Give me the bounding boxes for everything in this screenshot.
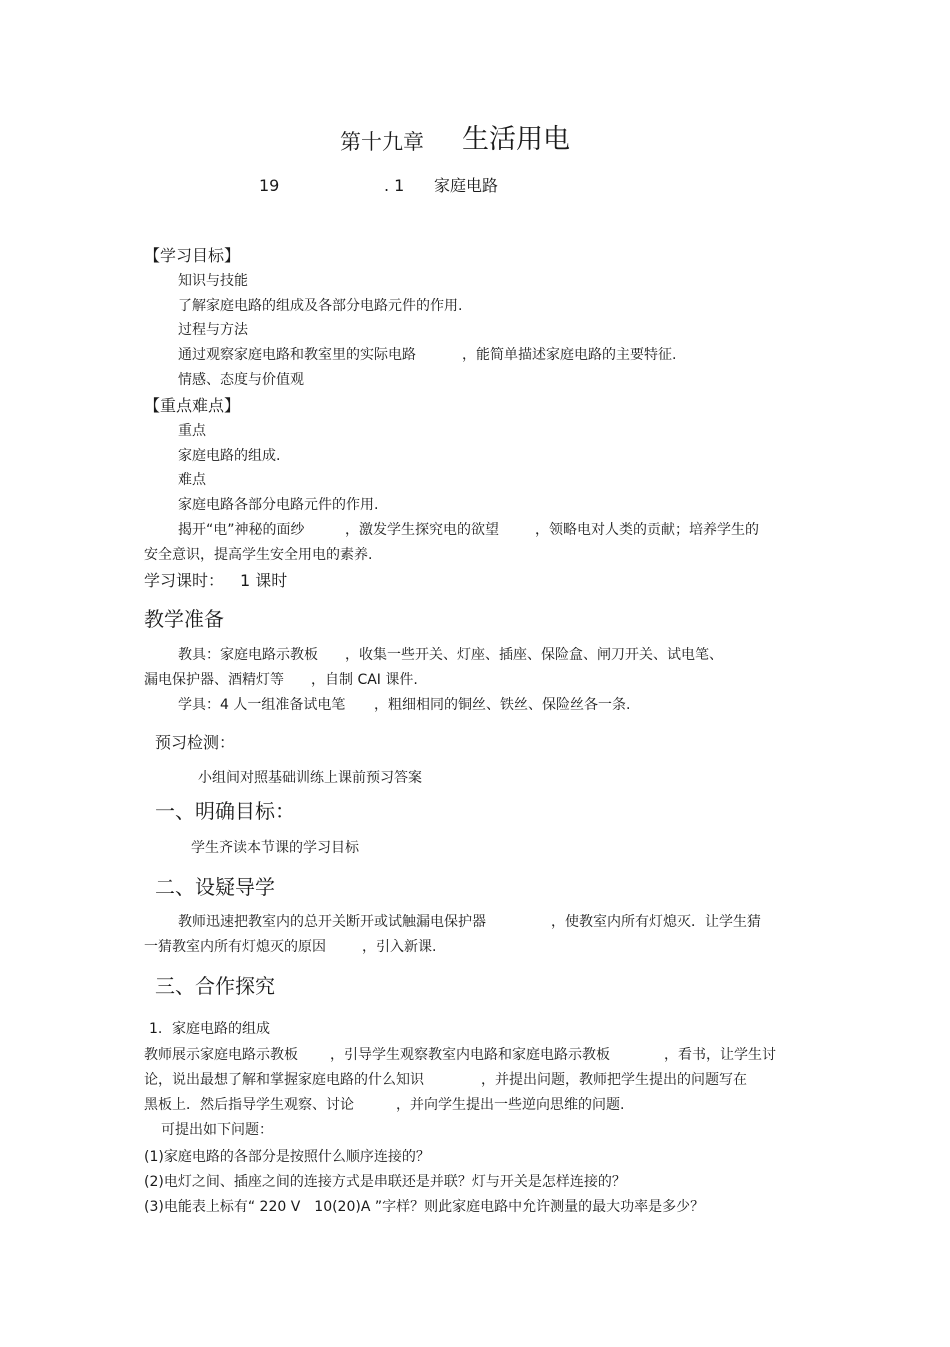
section3-p1-b: ，引导学生观察教室内电路和家庭电路示教板 xyxy=(330,1047,610,1063)
section3-p3-a: 黑板上．然后指导学生观察、讨论 xyxy=(144,1097,354,1113)
difficulty-label: 难点 xyxy=(178,472,206,488)
section2-header: 二、设疑导学 xyxy=(155,875,275,899)
section-title: 家庭电路 xyxy=(434,176,499,195)
keypoints-header: 【重点难点】 xyxy=(144,396,241,415)
questions-intro: 可提出如下问题： xyxy=(161,1122,273,1138)
section3-p1-c: ，看书，让学生讨 xyxy=(664,1047,776,1063)
emotion-label: 情感、态度与价值观 xyxy=(178,372,304,388)
section3-p2-b: ，并提出问题，教师把学生提出的问题写在 xyxy=(481,1072,747,1088)
difficulty-text: 家庭电路各部分电路元件的作用. xyxy=(178,497,379,513)
section2-text-b: ，使教室内所有灯熄灭．让学生猜 xyxy=(551,914,761,930)
attitude-text-b: ，激发学生探究电的欲望 xyxy=(345,522,499,538)
section2-text-c: 一猜教室内所有灯熄灭的原因 xyxy=(144,939,326,955)
question-1: (1)家庭电路的各部分是按照什么顺序连接的？ xyxy=(144,1149,430,1165)
chapter-title: 生活用电 xyxy=(462,124,570,155)
preview-text: 小组间对照基础训练上课前预习答案 xyxy=(198,770,422,786)
attitude-text-c: ，领略电对人类的贡献；培养学生的 xyxy=(535,522,759,538)
objectives-header: 【学习目标】 xyxy=(144,246,241,265)
process-text-a: 通过观察家庭电路和教室里的实际电路 xyxy=(178,347,416,363)
item-title: 家庭电路的组成 xyxy=(172,1021,270,1037)
student-tools-b: ，粗细相同的铜丝、铁丝、保险丝各一条. xyxy=(374,697,631,713)
student-tools-a: 学具：4 人一组准备试电笔 xyxy=(178,697,346,713)
attitude-text-a: 揭开“电”神秘的面纱 xyxy=(178,522,305,538)
teaching-tools-b: ，收集一些开关、灯座、插座、保险盒、闸刀开关、试电笔、 xyxy=(345,647,723,663)
question-3: (3)电能表上标有“ 220 V 10(20)A ”字样？则此家庭电路中允许测量的最大功率是多少？ xyxy=(144,1199,705,1215)
section-dot-number: . 1 xyxy=(384,176,405,195)
knowledge-text: 了解家庭电路的组成及各部分电路元件的作用. xyxy=(178,298,463,314)
teaching-tools-c: 漏电保护器、酒精灯等 xyxy=(144,672,284,688)
process-label: 过程与方法 xyxy=(178,322,248,338)
prep-header: 教学准备 xyxy=(144,607,224,631)
section-number: 19 xyxy=(259,176,280,195)
teaching-tools-a: 教具：家庭电路示教板 xyxy=(178,647,318,663)
preview-header: 预习检测： xyxy=(155,733,236,752)
question-2: (2)电灯之间、插座之间的连接方式是串联还是并联？灯与开关是怎样连接的？ xyxy=(144,1174,626,1190)
section1-header: 一、明确目标： xyxy=(155,799,295,823)
hours-label: 学习课时： xyxy=(144,571,225,590)
key-text: 家庭电路的组成. xyxy=(178,448,281,464)
item-number: 1. xyxy=(149,1021,163,1037)
chapter-number: 第十九章 xyxy=(340,130,424,154)
process-text-b: ，能简单描述家庭电路的主要特征. xyxy=(462,347,677,363)
section1-text: 学生齐读本节课的学习目标 xyxy=(191,840,359,856)
section3-p3-b: ，并向学生提出一些逆向思维的问题. xyxy=(396,1097,625,1113)
section2-text-a: 教师迅速把教室内的总开关断开或试触漏电保护器 xyxy=(178,914,486,930)
section3-p2-a: 论，说出最想了解和掌握家庭电路的什么知识 xyxy=(144,1072,424,1088)
teaching-tools-d: ，自制 CAI 课件. xyxy=(311,672,418,688)
key-label: 重点 xyxy=(178,423,206,439)
knowledge-label: 知识与技能 xyxy=(178,273,248,289)
section2-text-d: ，引入新课. xyxy=(362,939,437,955)
section3-header: 三、合作探究 xyxy=(155,974,275,998)
attitude-text-d: 安全意识，提高学生安全用电的素养. xyxy=(144,547,373,563)
hours-value: 1 课时 xyxy=(240,571,288,590)
section3-p1-a: 教师展示家庭电路示教板 xyxy=(144,1047,298,1063)
